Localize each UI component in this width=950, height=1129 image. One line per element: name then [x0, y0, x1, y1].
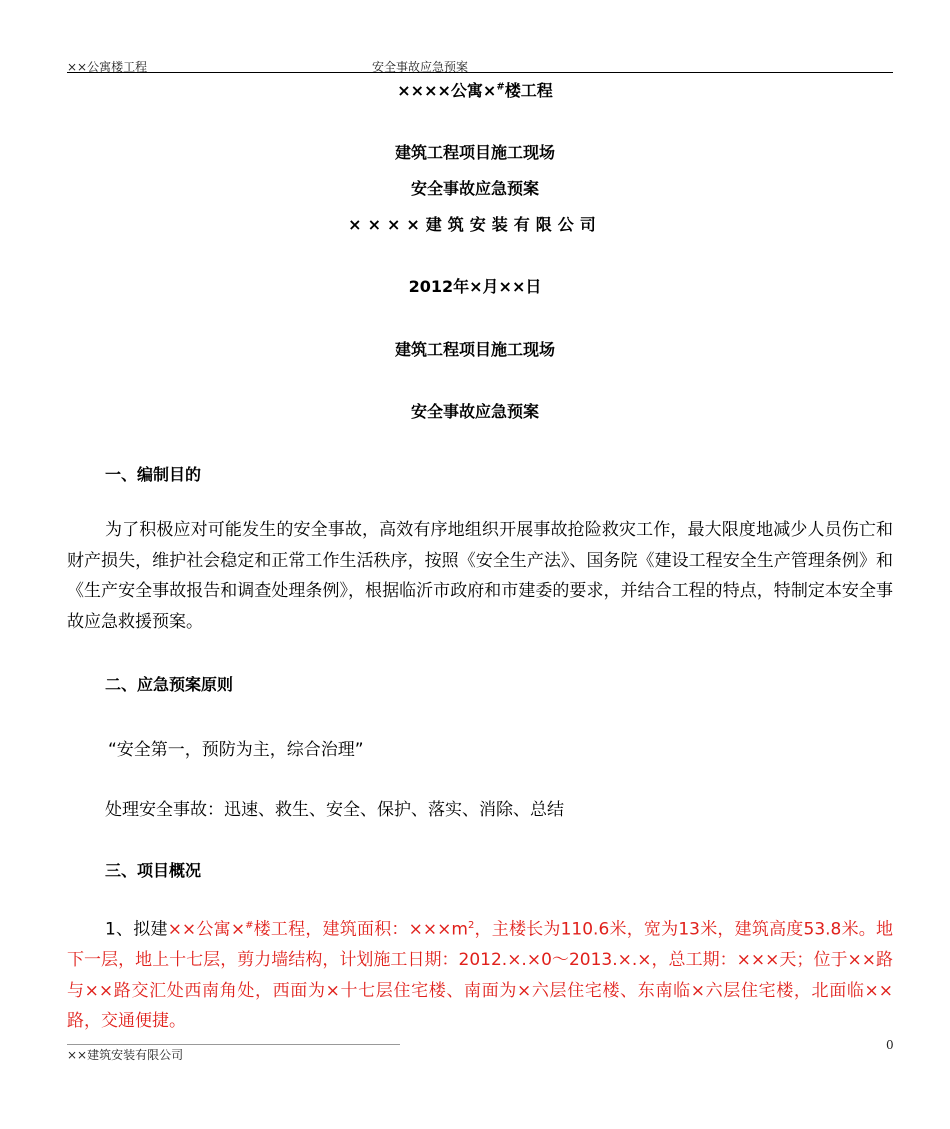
doc-title-2: 安全事故应急预案 — [410, 402, 539, 421]
doc-title-1: 建筑工程项目施工现场 — [394, 340, 555, 359]
principle-quote: “安全第一，预防为主，综合治理” — [108, 740, 364, 760]
project-title: ××××公寓×#楼工程 — [397, 81, 553, 100]
section-1-paragraph: 为了积极应对可能发生的安全事故，高效有序地组织开展事故抢险救灾工作，最大限度地减少人员伤亡和财产损失，维护社会稳定和正常工作生活秩序，按照《安全生产法》、国务院《建设工程安全生产管理条例》和《生产安全事故报告和调查处理条例》，根据临沂市政府和市建委的要求，并结合工程的特点，特制定本安全事故应急救援预案。 — [67, 520, 893, 632]
cover-date: 2012年×月××日 — [408, 277, 542, 296]
header-center: 安全事故应急预案 — [372, 60, 469, 74]
section-1-heading: 一、编制目的 — [105, 465, 202, 484]
footer-company: ××建筑安装有限公司 — [67, 1048, 184, 1062]
header-left: ××公寓楼工程 — [67, 60, 148, 74]
handling-principles: 处理安全事故：迅速、救生、安全、保护、落实、消除、总结 — [105, 800, 564, 820]
section-3-paragraph: 1、拟建××公寓×#楼工程，建筑面积：$\times\times\times m^2$，主楼长为110.6米，宽为13米，建筑高度53.8米。地下一层，地上十七层，剪力墙结构，计划施工日期：2012.×.×0～2013.×.×，总工期：×××天；位于××路与××路交汇处西南角处，西面为×十七层住宅楼、南面为×六层住宅楼、东南临×六层住宅楼，北面临××路，交通便捷。 — [67, 919, 894, 1032]
page-number: 0 — [886, 1038, 894, 1052]
section-3-heading: 三、项目概况 — [105, 861, 202, 880]
cover-title-1: 建筑工程项目施工现场 — [394, 143, 555, 162]
cover-title-2: 安全事故应急预案 — [410, 179, 539, 198]
footer-rule — [67, 1044, 400, 1045]
company-name: ××××建筑安装有限公司 — [348, 215, 602, 234]
section-2-heading: 二、应急预案原则 — [105, 675, 234, 694]
header-rule — [67, 72, 893, 73]
